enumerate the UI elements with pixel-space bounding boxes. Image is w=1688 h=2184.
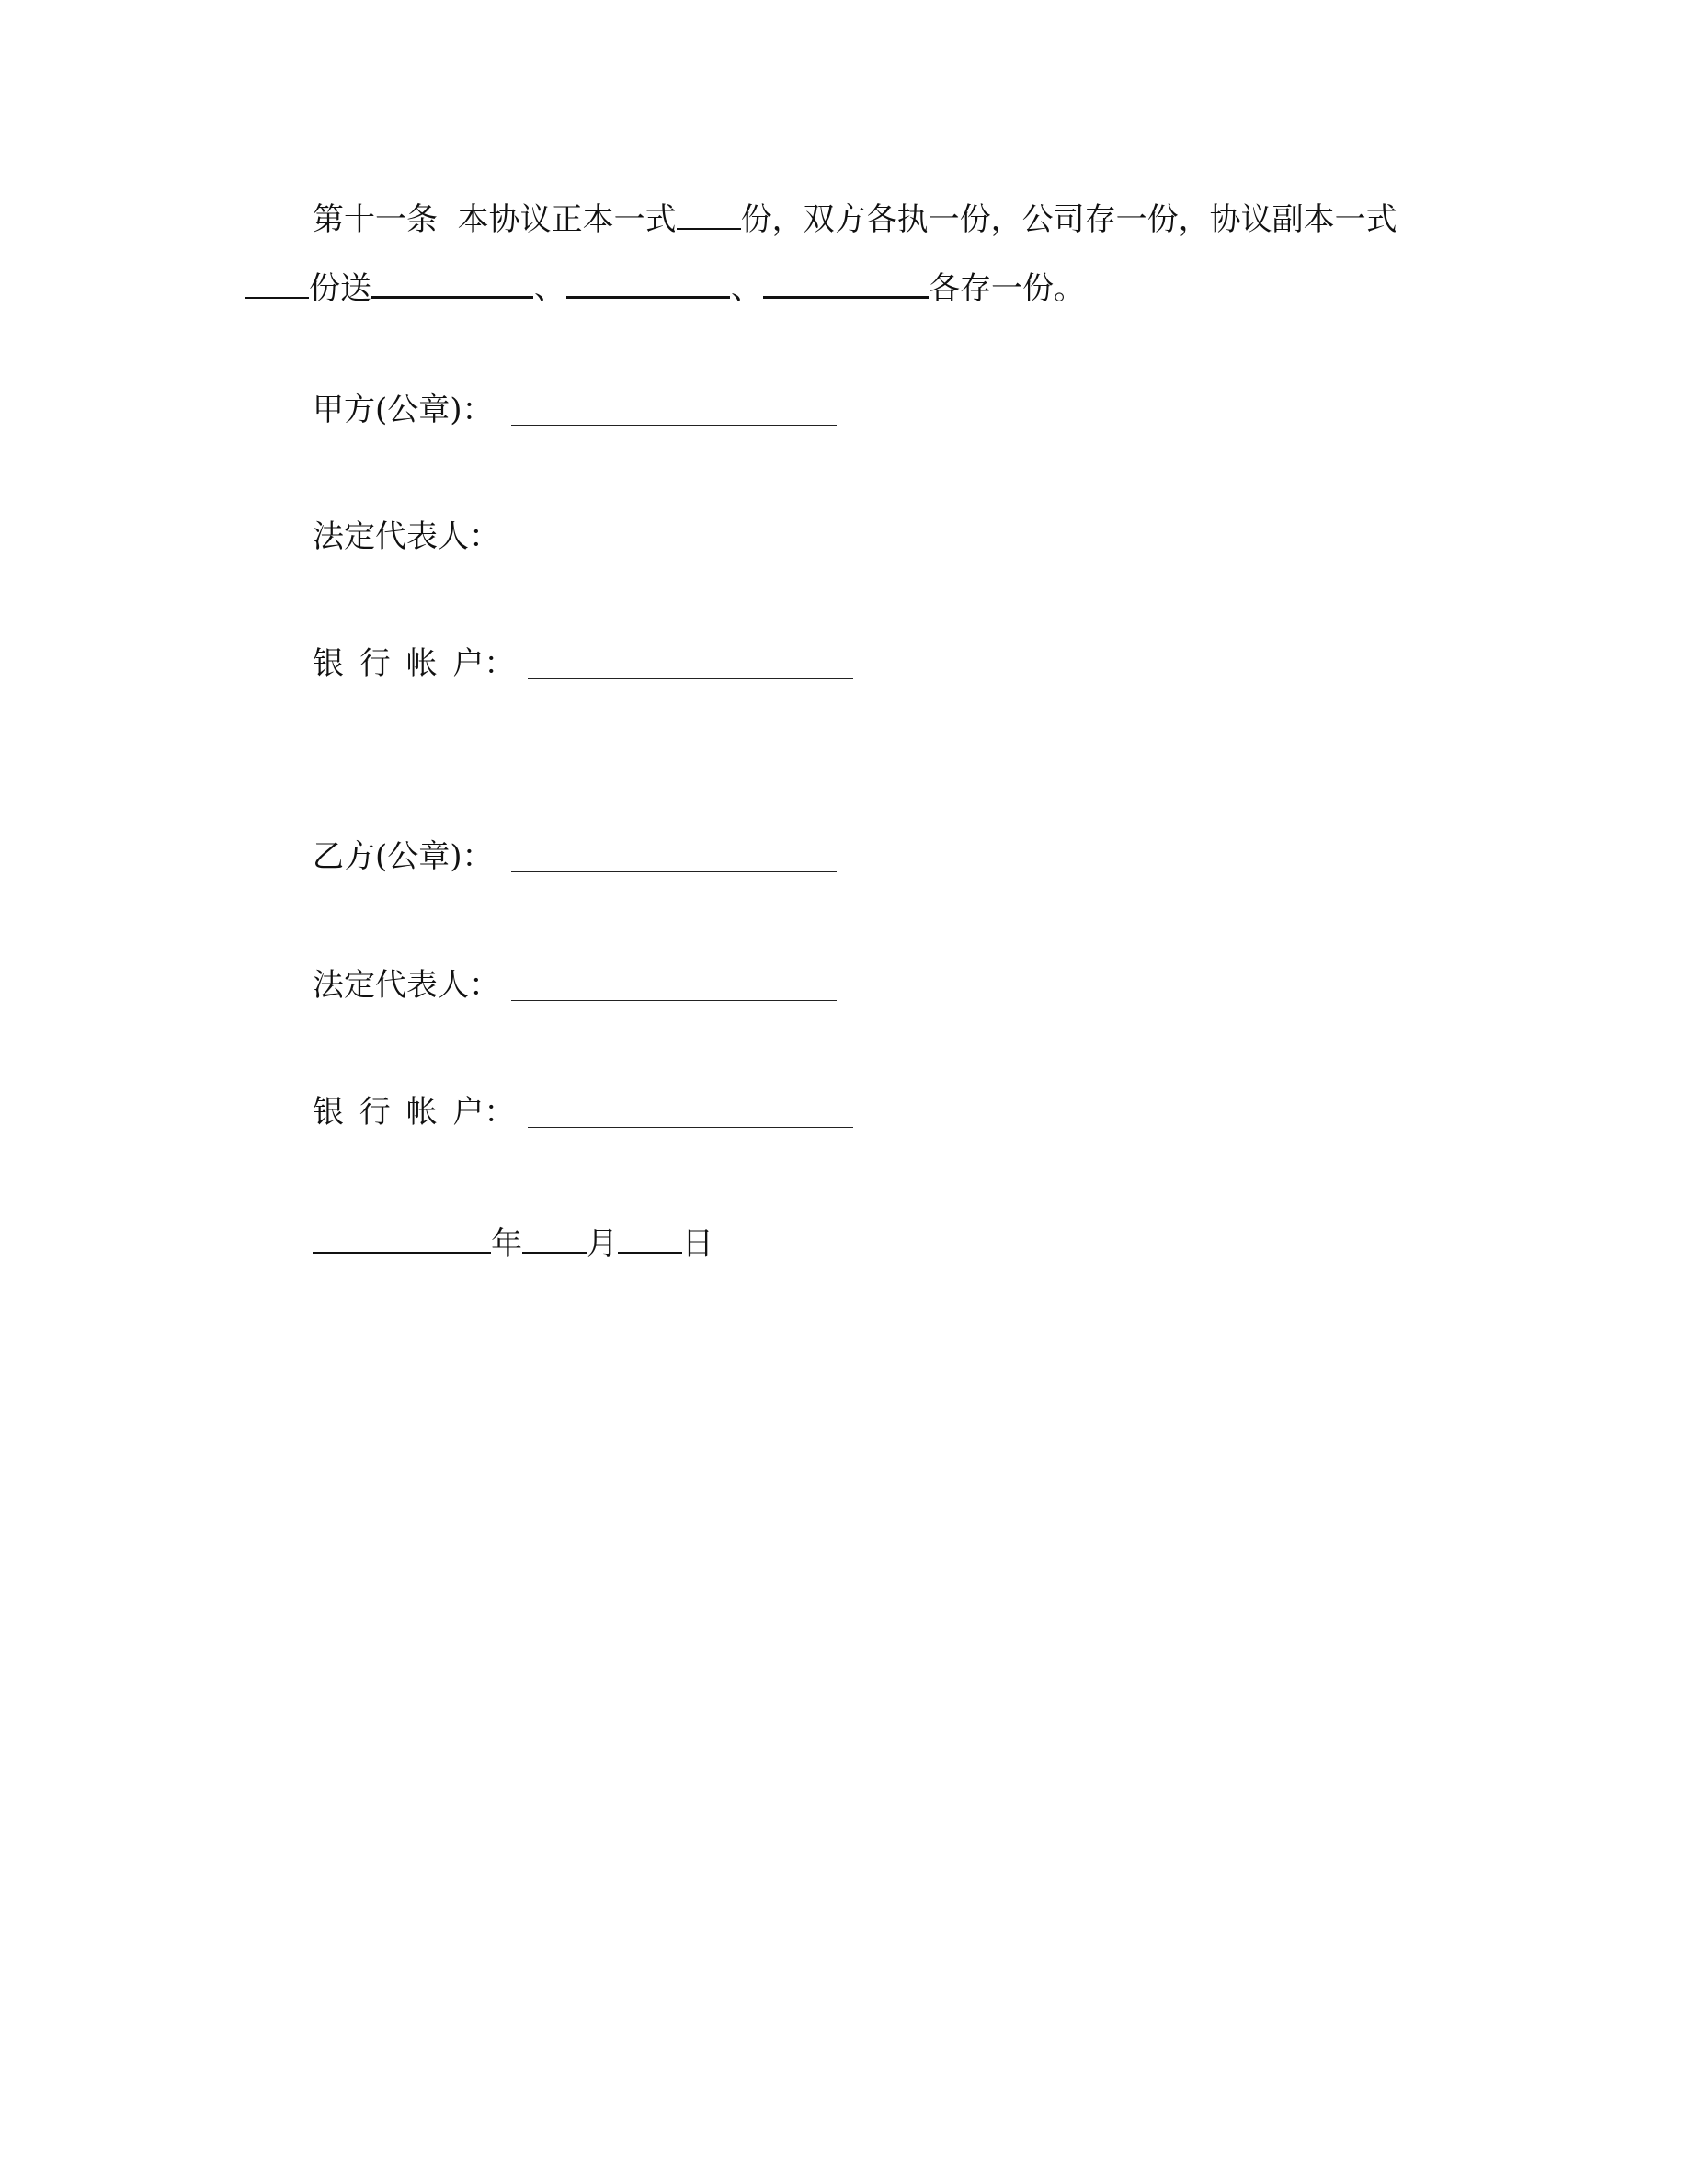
clause-text-2: 份，双方各执一份，公司存一份，协议副本一式	[740, 201, 1397, 238]
party-b-bank-label: 银 行 帐 户：	[313, 1094, 516, 1131]
party-b-rep-line[interactable]	[511, 1000, 837, 1001]
day-blank[interactable]	[618, 1221, 682, 1254]
month-blank[interactable]	[522, 1221, 587, 1254]
recipient-blank-3[interactable]	[763, 265, 929, 299]
date-line	[313, 1221, 713, 1264]
party-b-rep-label: 法定代表人：	[313, 967, 500, 1004]
party-b-bank-line[interactable]	[528, 1127, 853, 1128]
month-label: 月	[587, 1225, 618, 1262]
recipient-blank-1[interactable]	[371, 265, 533, 299]
party-a-seal-line[interactable]	[511, 425, 837, 426]
duplicate-copies-blank[interactable]	[245, 266, 309, 299]
party-a-bank-label: 银 行 帐 户：	[313, 645, 516, 682]
day-label: 日	[682, 1225, 713, 1262]
clause-prefix: 第十一条	[313, 201, 438, 238]
separator-2: 、	[731, 270, 762, 307]
party-b-seal-label: 乙方(公章)：	[313, 838, 494, 875]
recipient-blank-2[interactable]	[566, 265, 730, 299]
clause-line-1	[313, 197, 1397, 240]
clause-text-4: 各存一份。	[929, 270, 1085, 307]
clause-text-3: 份送	[309, 270, 371, 307]
year-label: 年	[491, 1225, 522, 1262]
party-a-seal-label: 甲方(公章)：	[313, 392, 494, 428]
party-b-seal-line[interactable]	[511, 871, 837, 872]
original-copies-blank[interactable]	[677, 197, 741, 230]
clause-line-2	[245, 265, 1085, 309]
clause-text-1: 本协议正本一式	[457, 201, 677, 238]
party-a-bank-line[interactable]	[528, 678, 853, 679]
party-a-rep-label: 法定代表人：	[313, 518, 500, 555]
separator-1: 、	[534, 270, 565, 307]
year-blank[interactable]	[313, 1221, 491, 1254]
